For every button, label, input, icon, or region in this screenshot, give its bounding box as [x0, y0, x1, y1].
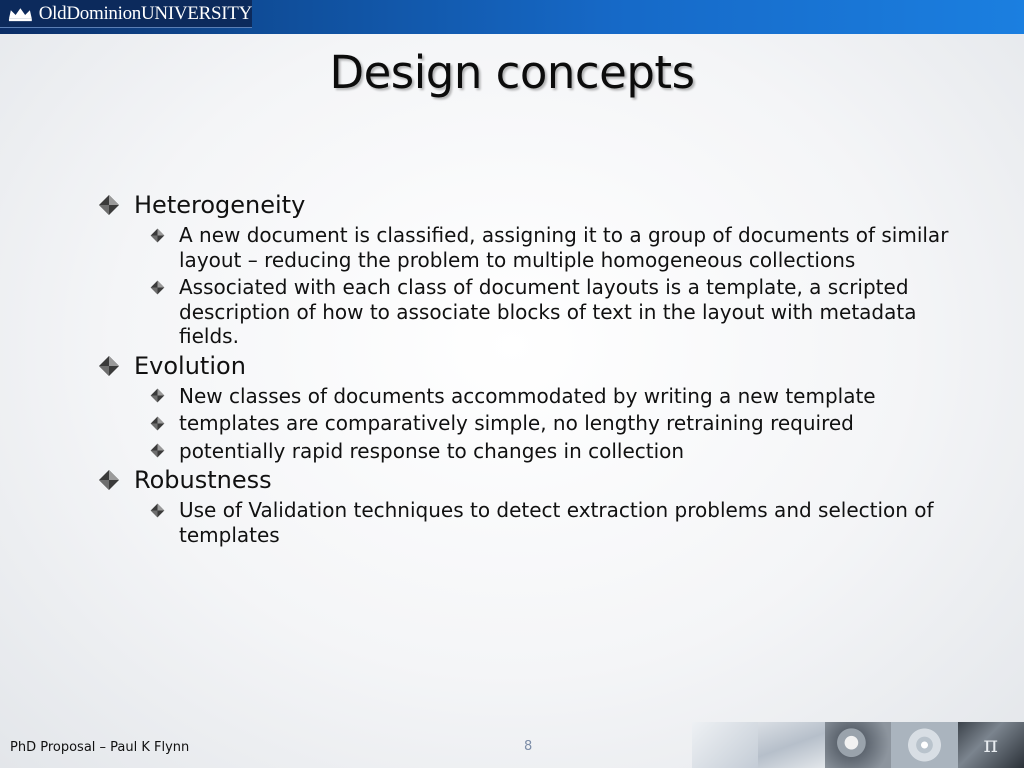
bullet-item	[96, 465, 976, 495]
sub-bullet-item	[148, 223, 976, 272]
university-logo	[0, 0, 252, 28]
sub-bullet-text: Associated with each class of document layouts is a template, a scripted description of how to associate blocks of text in the layout with metadata fields.	[179, 275, 917, 348]
bullet-item	[96, 351, 976, 381]
sub-bullet-text: Use of Validation techniques to detect extraction problems and selection of templates	[179, 498, 934, 547]
page-number: 8	[524, 739, 533, 754]
slide-title: Design concepts	[329, 46, 695, 99]
diamond-sub-bullet-icon	[148, 223, 179, 247]
diamond-sub-bullet-icon	[148, 439, 179, 463]
bullet-text: Heterogeneity	[134, 191, 306, 219]
diamond-bullet-icon	[96, 351, 134, 381]
hand-image	[825, 722, 891, 768]
sub-bullet-item	[148, 498, 976, 547]
diamond-sub-bullet-icon	[148, 411, 179, 435]
diamond-sub-bullet-icon	[148, 384, 179, 408]
diamond-bullet-icon	[96, 190, 134, 220]
diamond-sub-bullet-icon	[148, 275, 179, 299]
logo-text: OldDominionUNIVERSITY	[38, 2, 252, 24]
frost-image	[758, 722, 824, 768]
bullet-text: Robustness	[134, 466, 272, 494]
sub-bullet-text: New classes of documents accommodated by writing a new template	[179, 383, 876, 408]
frost-image	[692, 722, 758, 768]
sub-bullet-item	[148, 411, 976, 436]
snowflake-image	[891, 722, 957, 768]
sub-bullet-text: potentially rapid response to changes in collection	[179, 438, 685, 463]
decorative-image-strip	[692, 722, 1024, 768]
pi-tile-image: π	[958, 722, 1024, 768]
sub-bullet-item	[148, 439, 976, 464]
sub-bullet-item	[148, 384, 976, 409]
bullet-item	[96, 190, 976, 220]
bullet-text: Evolution	[134, 351, 246, 380]
sub-bullet-text: templates are comparatively simple, no lengthy retraining required	[179, 411, 854, 435]
crown-icon	[8, 6, 33, 22]
diamond-sub-bullet-icon	[148, 498, 179, 522]
bullet-list	[96, 188, 976, 547]
diamond-bullet-icon	[96, 465, 134, 495]
sub-bullet-item	[148, 275, 976, 349]
sub-bullet-text: A new document is classified, assigning it to a group of documents of similar layout – reducing the problem to multiple homogeneous collections	[179, 223, 949, 272]
header-bar	[0, 0, 1024, 34]
presenter-footer: PhD Proposal – Paul K Flynn	[10, 740, 190, 755]
